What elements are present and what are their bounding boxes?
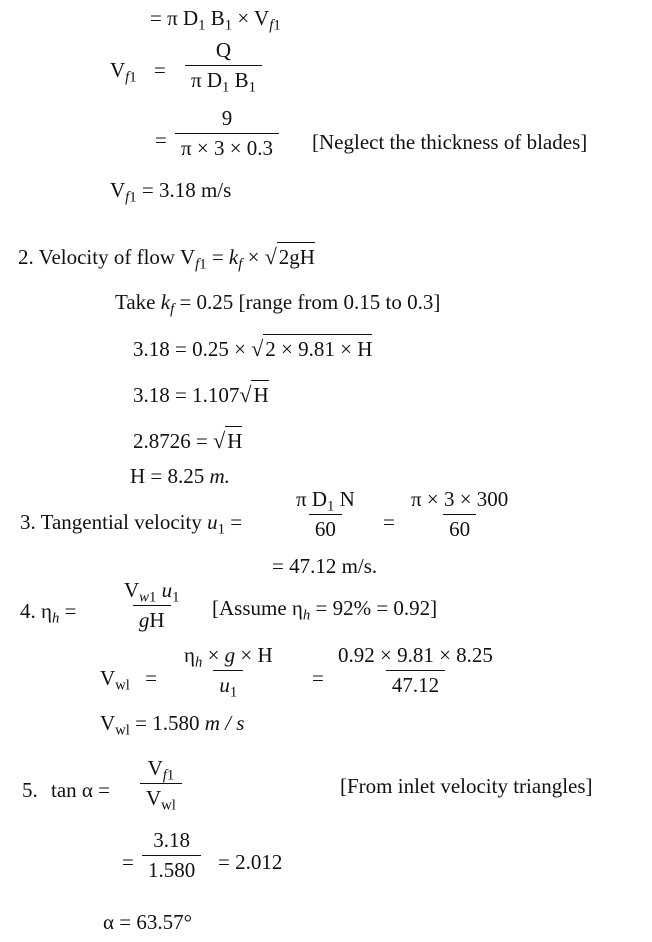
u1-result: = 47.12 m/s.: [272, 554, 378, 578]
vf1-result: $V_{f1} = 3.18$ m/s: [110, 178, 232, 206]
eq-sign-3: =: [312, 666, 324, 690]
fraction-pi-d-n: $\frac{\pi D_1 N}{60}$: [296, 487, 355, 541]
fraction-numeric-vw: $\frac{0.92 \times 9.81 \times 8.25}{47.12}$: [338, 643, 493, 697]
inlet-triangle-note: [From inlet velocity triangles]: [340, 774, 593, 798]
fraction-q-over-area: $\frac{Q}{\pi D_1 B_1}$: [185, 40, 262, 91]
eq-sign: =: [155, 128, 167, 152]
fraction-eta-g-h-over-u: $\frac{\eta_h \times g \times H}{u_1}$: [184, 643, 273, 701]
fraction-9-over-pi: $\frac{9}{\pi \times 3 \times 0.3}$: [175, 108, 279, 159]
eq-318-sqrt: 3.18 = 0.25 × √2 × 9.81 × H: [133, 336, 373, 361]
vw1-result: $V_{wl} = 1.580$ m / s: [100, 711, 245, 739]
eq-sign-4: =: [122, 850, 134, 874]
vf1-label: $V_{f1}$ =: [110, 58, 166, 86]
eq-318-1107: 3.18 = 1.107√H: [133, 382, 269, 407]
fraction-vf-over-vw: $V_{f1}$ $V_{wl}$: [140, 758, 182, 809]
fraction-vw-u-over-gh: $\frac{V_{w1} u_1}{gH}$: [124, 578, 180, 632]
fraction-318-over-1580: $\frac{3.18}{1.580}$: [142, 830, 201, 881]
eq-line-flow-area: = π $D_1$ $B_1 \times V_{f1}$: [150, 6, 281, 34]
eq-H-result: H = 8.25 m.: [130, 464, 230, 488]
fraction-pi-3-300: $\frac{\pi \times 3 \times 300}{60}$: [411, 487, 509, 541]
tan-result: = 2.012: [218, 850, 283, 874]
take-kf-line: Take $k_f = 0.25$ [range from 0.15 to 0.3]: [115, 290, 441, 318]
eq-28726: 2.8726 = √H: [133, 428, 243, 453]
neglect-note: [Neglect the thickness of blades]: [312, 130, 588, 154]
step-5-label: 5. tan α =: [22, 778, 111, 802]
eq-sign-2: =: [383, 510, 395, 534]
step-3-tangential-velocity: 3. Tangential velocity $u_1$ =: [20, 510, 243, 538]
alpha-result: α = 63.57°: [103, 910, 192, 934]
assume-eta-note: [Assume $\eta_h = 92\% = 0.92$]: [212, 596, 438, 624]
vw1-label: $V_{wl}$ =: [100, 666, 157, 694]
step-4-label: 4. $\eta_h$ =: [20, 599, 77, 627]
step-2-velocity-of-flow: 2. Velocity of flow $V_{f1} = k_f \times √2gH$: [18, 244, 315, 273]
